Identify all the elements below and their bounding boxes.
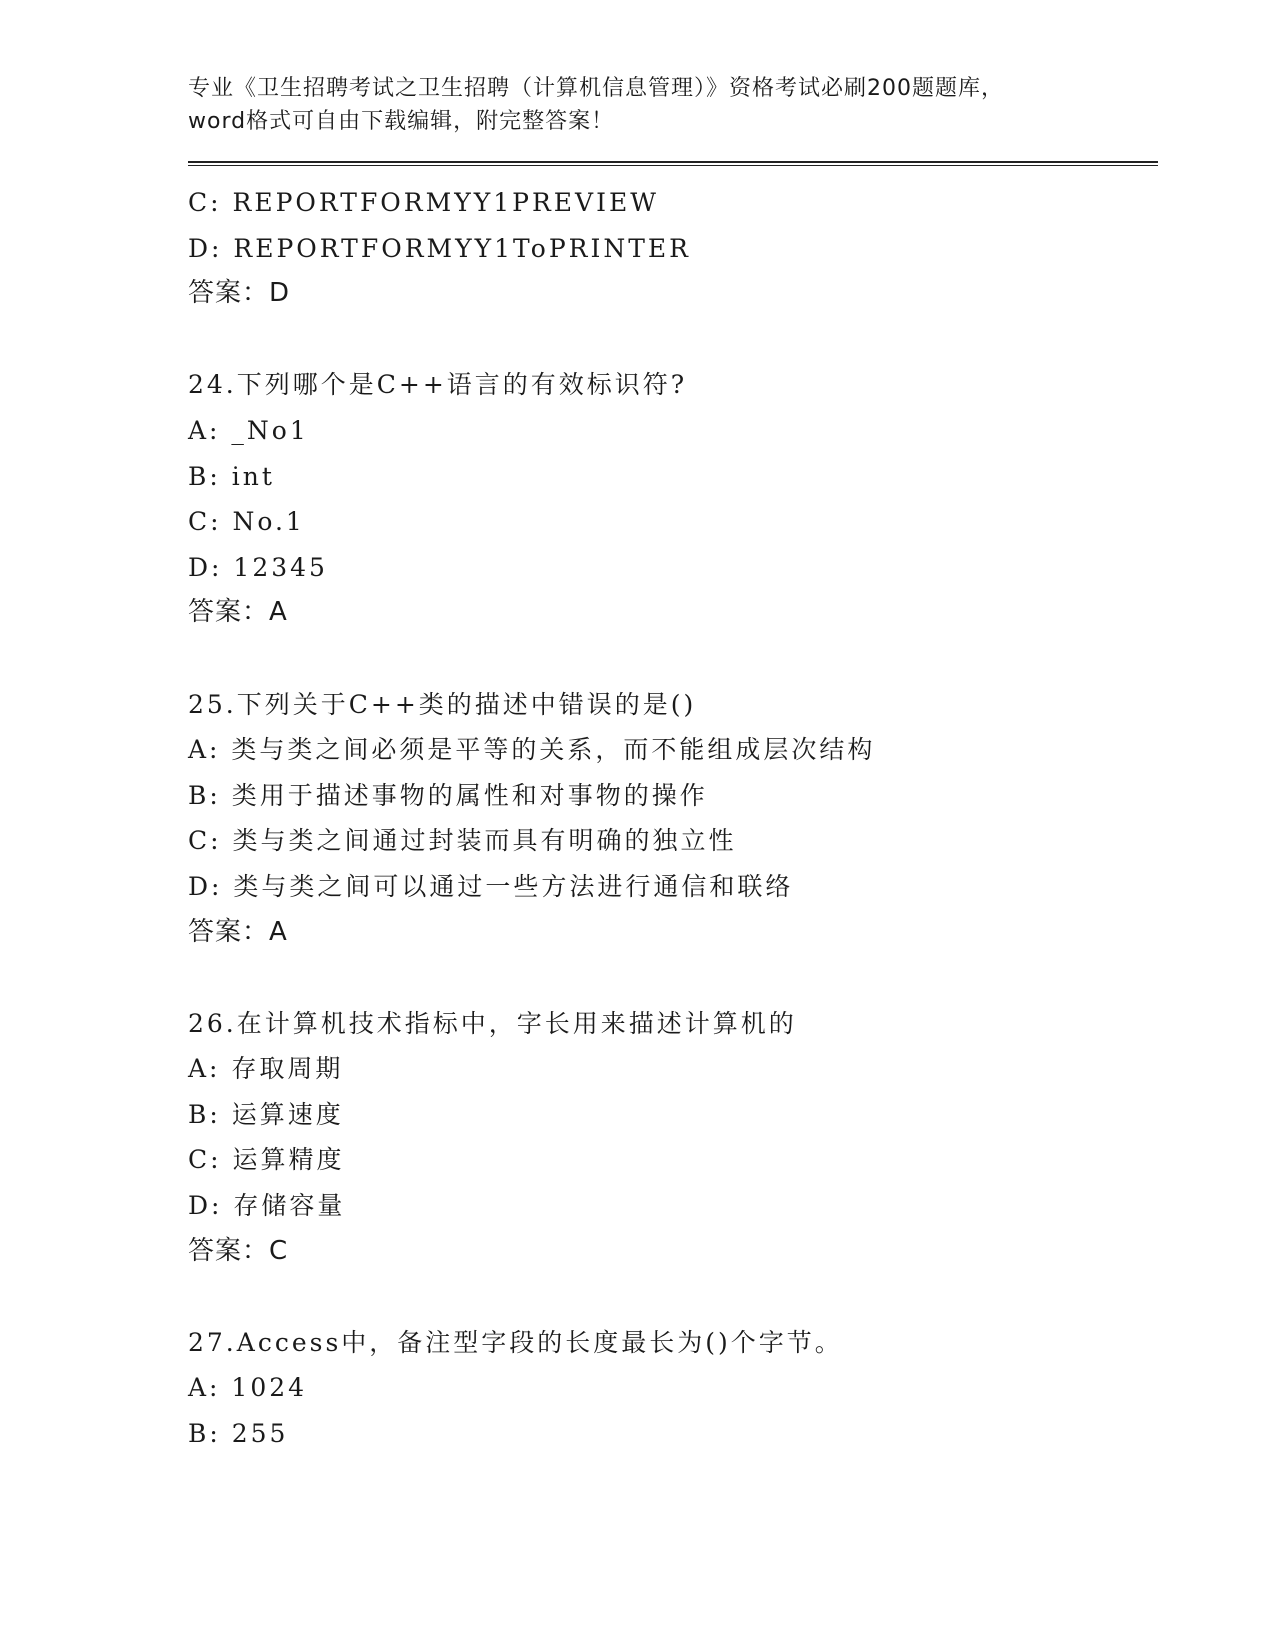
- q26-option-d: D: 存储容量: [188, 1191, 346, 1221]
- q26-option-b: B: 运算速度: [188, 1099, 344, 1129]
- q27-option-b: B: 255: [188, 1419, 289, 1449]
- spacer: [188, 636, 1158, 682]
- q25-option-d: D: 类与类之间可以通过一些方法进行通信和联络: [188, 871, 794, 901]
- document-page: [188, 72, 1158, 1457]
- q24-stem: 24.下列哪个是C++语言的有效标识符?: [188, 370, 688, 400]
- spacer: [188, 1274, 1158, 1320]
- q25-stem: 25.下列关于C++类的描述中错误的是(): [188, 689, 697, 719]
- q26-option-a: A: 存取周期: [188, 1054, 344, 1084]
- q24-option-c: C: No.1: [188, 507, 305, 537]
- q24-option-a: A: _No1: [188, 415, 309, 445]
- q23-option-d: D: REPORTFORMYY1ToPRINTER: [188, 233, 691, 263]
- q26-answer: 答案：C: [188, 1235, 289, 1266]
- header-line-1: 专业《卫生招聘考试之卫生招聘（计算机信息管理）》资格考试必刷200题题库，: [188, 76, 1004, 101]
- question-content: [188, 180, 1158, 1457]
- spacer: [188, 317, 1158, 363]
- q23-option-c: C: REPORTFORMYY1PREVIEW: [188, 188, 659, 217]
- q25-option-b: B: 类用于描述事物的属性和对事物的操作: [188, 780, 708, 810]
- q25-answer: 答案：A: [188, 916, 288, 947]
- q25-option-a: A: 类与类之间必须是平等的关系，而不能组成层次结构: [188, 735, 876, 765]
- q25-option-c: C: 类与类之间通过封装而具有明确的独立性: [188, 826, 737, 856]
- q23-answer: 答案：D: [188, 278, 291, 309]
- q26-option-c: C: 运算精度: [188, 1145, 345, 1175]
- q24-option-d: D: 12345: [188, 552, 328, 582]
- header-divider: [188, 161, 1158, 166]
- q26-stem: 26.在计算机技术指标中，字长用来描述计算机的: [188, 1008, 797, 1038]
- document-header: [188, 72, 1158, 138]
- q27-option-a: A: 1024: [188, 1373, 308, 1403]
- q24-answer: 答案：A: [188, 597, 288, 628]
- q27-stem: 27.Access中，备注型字段的长度最长为()个字节。: [188, 1327, 843, 1357]
- q24-option-b: B: int: [188, 461, 275, 491]
- header-line-2: word格式可自由下载编辑，附完整答案！: [188, 109, 615, 134]
- spacer: [188, 955, 1158, 1001]
